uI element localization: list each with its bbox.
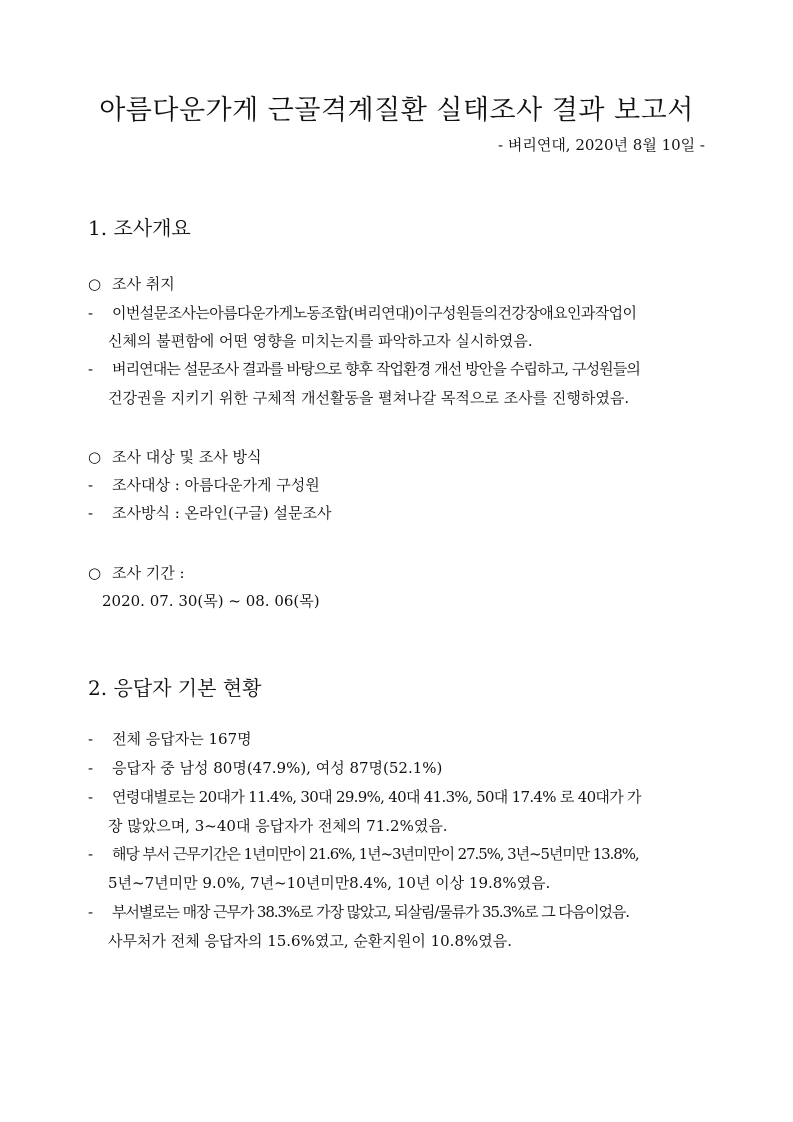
respondent-item-3: - 연령대별로는 20대가 11.4%, 30대 29.9%, 40대 41.3%, 50대 17.4% 로 40대가 가 [88, 788, 641, 806]
period-value: 2020. 07. 30(목) ~ 08. 06(목) [102, 592, 320, 610]
respondent-item-5: - 부서별로는 매장 근무가 38.3%로 가장 많았고, 되살림/물류가 35.3%로 그 다음이었음. [88, 903, 629, 921]
purpose-heading: ○ 조사 취지 [88, 275, 175, 293]
respondent-item-2: - 응답자 중 남성 80명(47.9%), 여성 87명(52.1%) [88, 759, 443, 777]
circle-bullet-icon: ○ [88, 275, 102, 293]
dash-bullet: - [88, 788, 94, 806]
report-title: 아름다운가게 근골격계질환 실태조사 결과 보고서 [99, 95, 694, 126]
report-subtitle: - 벼리연대, 2020년 8월 10일 - [498, 136, 705, 154]
purpose-item-2: - 벼리연대는 설문조사 결과를 바탕으로 향후 작업환경 개선 방안을 수립하고, 구성원들의 [88, 360, 640, 378]
period-heading: ○ 조사 기간 : [88, 564, 185, 582]
purpose-item-2-cont: 건강권을 지키기 위한 구체적 개선활동을 펼쳐나갈 목적으로 조사를 진행하였음. [108, 389, 630, 407]
section-2-heading: 2. 응답자 기본 현황 [88, 676, 262, 700]
respondent-item-5-cont: 사무처가 전체 응답자의 15.6%였고, 순환지원이 10.8%였음. [108, 932, 512, 950]
purpose-item-1-cont: 신체의 불편함에 어떤 영향을 미치는지를 파악하고자 실시하였음. [108, 332, 533, 350]
dash-bullet: - [88, 759, 94, 777]
dash-bullet: - [88, 504, 94, 522]
target-heading: ○ 조사 대상 및 조사 방식 [88, 448, 262, 466]
circle-bullet-icon: ○ [88, 564, 102, 582]
target-item-1: - 조사대상 : 아름다운가게 구성원 [88, 476, 320, 494]
section-1-heading: 1. 조사개요 [88, 216, 191, 240]
respondent-item-3-cont: 장 많았으며, 3~40대 응답자가 전체의 71.2%였음. [108, 817, 448, 835]
dash-bullet: - [88, 903, 94, 921]
dash-bullet: - [88, 845, 94, 863]
target-item-2: - 조사방식 : 온라인(구글) 설문조사 [88, 504, 332, 522]
respondent-item-4: - 해당 부서 근무기간은 1년미만이 21.6%, 1년~3년미만이 27.5%, 3년~5년미만 13.8%, [88, 845, 639, 863]
respondent-item-4-cont: 5년~7년미만 9.0%, 7년~10년미만8.4%, 10년 이상 19.8%였음. [108, 874, 551, 892]
dash-bullet: - [88, 304, 94, 322]
circle-bullet-icon: ○ [88, 448, 102, 466]
purpose-item-1: - 이번설문조사는아름다운가게노동조합(벼리연대)이구성원들의건강장애요인과작업이 [88, 304, 637, 322]
dash-bullet: - [88, 730, 94, 748]
dash-bullet: - [88, 476, 94, 494]
dash-bullet: - [88, 360, 94, 378]
respondent-item-1: - 전체 응답자는 167명 [88, 730, 252, 748]
